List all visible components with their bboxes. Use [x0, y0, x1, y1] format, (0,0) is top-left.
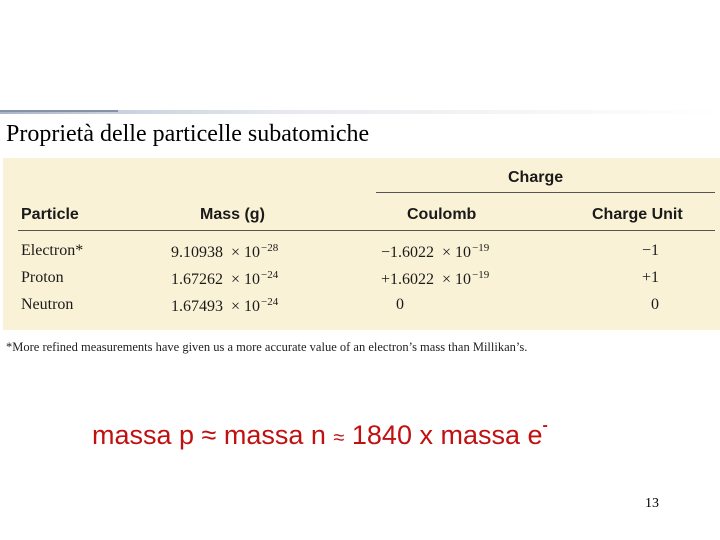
header-charge-unit: Charge Unit: [592, 206, 683, 223]
header-particle: Particle: [21, 206, 79, 223]
row-electron-mass: $9.10938 \times 10^{-28}$: [171, 242, 279, 261]
row-proton-charge-unit: +1: [641, 269, 659, 286]
table-footnote: *More refined measurements have given us a more accurate value of an electron’s mass than Millikan’s.: [6, 340, 528, 354]
header-coulomb: Coulomb: [407, 206, 477, 223]
charge-group-rule: [376, 192, 715, 193]
row-neutron-particle: Neutron: [21, 296, 74, 313]
title-divider: [0, 110, 720, 114]
header-mass: Mass (g): [200, 206, 265, 223]
row-proton-coulomb: $+1.6022 \times 10^{-19}$: [381, 269, 490, 288]
particle-properties-table: [3, 158, 720, 330]
row-neutron-mass: $1.67493 \times 10^{-24}$: [171, 296, 279, 315]
row-neutron-charge-unit: 0: [651, 296, 659, 313]
row-electron-coulomb: $-1.6022 \times 10^{-19}$: [381, 242, 490, 261]
page-number: 13: [645, 496, 659, 511]
header-rule: [18, 230, 715, 231]
row-proton-particle: Proton: [21, 269, 64, 286]
charge-group-header: Charge: [508, 169, 564, 186]
row-proton-mass: $1.67262 \times 10^{-24}$: [171, 269, 279, 288]
row-electron-particle: Electron*: [21, 242, 84, 259]
row-neutron-coulomb: 0: [396, 296, 404, 313]
slide-title: Proprietà delle particelle subatomiche: [6, 121, 370, 147]
mass-relation: massa p ≈ massa n ≈ 1840 x massa e-: [92, 417, 548, 450]
row-electron-charge-unit: −1: [641, 242, 659, 259]
